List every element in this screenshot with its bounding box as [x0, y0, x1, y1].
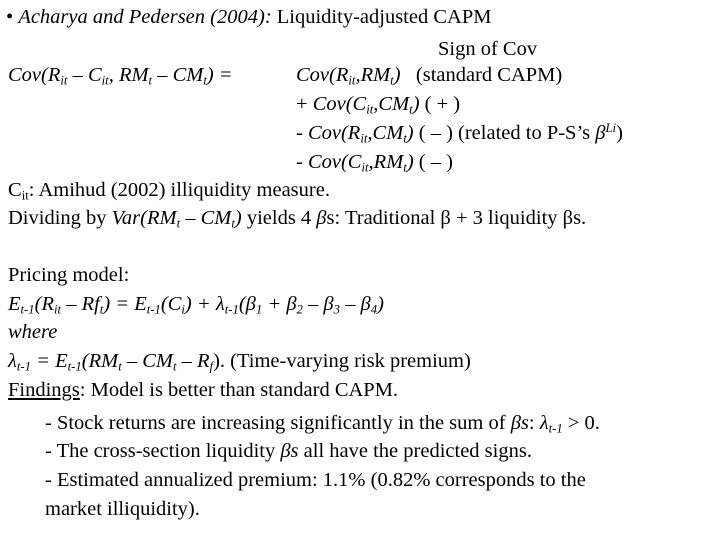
findings-label: Findings [8, 379, 80, 401]
dividing-line: Dividing by $Var(RM_t - CM_t)$ yields 4 βs: Traditional β + 3 liquidity βs. [8, 207, 587, 231]
decomp-term-3: - $Cov(R_{it},CM_t)$ ( – ) (related to P-S’s $\beta^{Li}$) [296, 121, 623, 146]
cit-definition: $C_{it}$: Amihud (2002) illiquidity measure. [8, 179, 330, 203]
findings-line: Findings: Model is better than standard CAPM. [8, 379, 399, 401]
finding-3: - Estimated annualized premium: 1.1% (0.82% corresponds to the [45, 469, 586, 491]
finding-2: - The cross-section liquidity βs all have the predicted signs. [45, 440, 532, 462]
decomp-term-1: $Cov(R_{it},RM_t)$ (standard CAPM) [296, 64, 563, 88]
bullet: • [6, 6, 14, 28]
pricing-equation: $E_{t-1}(R_{it} - Rf_t) = E_{t-1}(C_i) + \lambda_{t-1}(\beta_1 + \beta_2 - \beta_3 - \beta_4)$ [8, 293, 384, 317]
lambda-equation: $\lambda_{t-1} = E_{t-1}(RM_t - CM_t - R_f)$. (Time-varying risk premium) [8, 350, 471, 374]
title-rest: Liquidity-adjusted CAPM [276, 6, 492, 28]
sign-header: Sign of Cov [438, 38, 538, 60]
finding-1: - Stock returns are increasing significantly in the sum of βs: $\lambda_{t-1} > 0$. [45, 412, 600, 436]
title-author: Acharya and Pedersen (2004): [18, 6, 272, 28]
title-line [6, 5, 491, 29]
finding-3-cont: market illiquidity). [45, 498, 200, 520]
where-label: where [8, 321, 58, 343]
decomp-term-4: - $Cov(C_{it},RM_t)$ ( – ) [296, 151, 453, 175]
decomp-term-2: + $Cov(C_{it},CM_t)$ ( + ) [296, 93, 461, 117]
pricing-label: Pricing model: [8, 264, 130, 286]
decomp-lhs: $Cov(R_{it} - C_{it}$, $RM_t - CM_t$) = [8, 64, 233, 88]
